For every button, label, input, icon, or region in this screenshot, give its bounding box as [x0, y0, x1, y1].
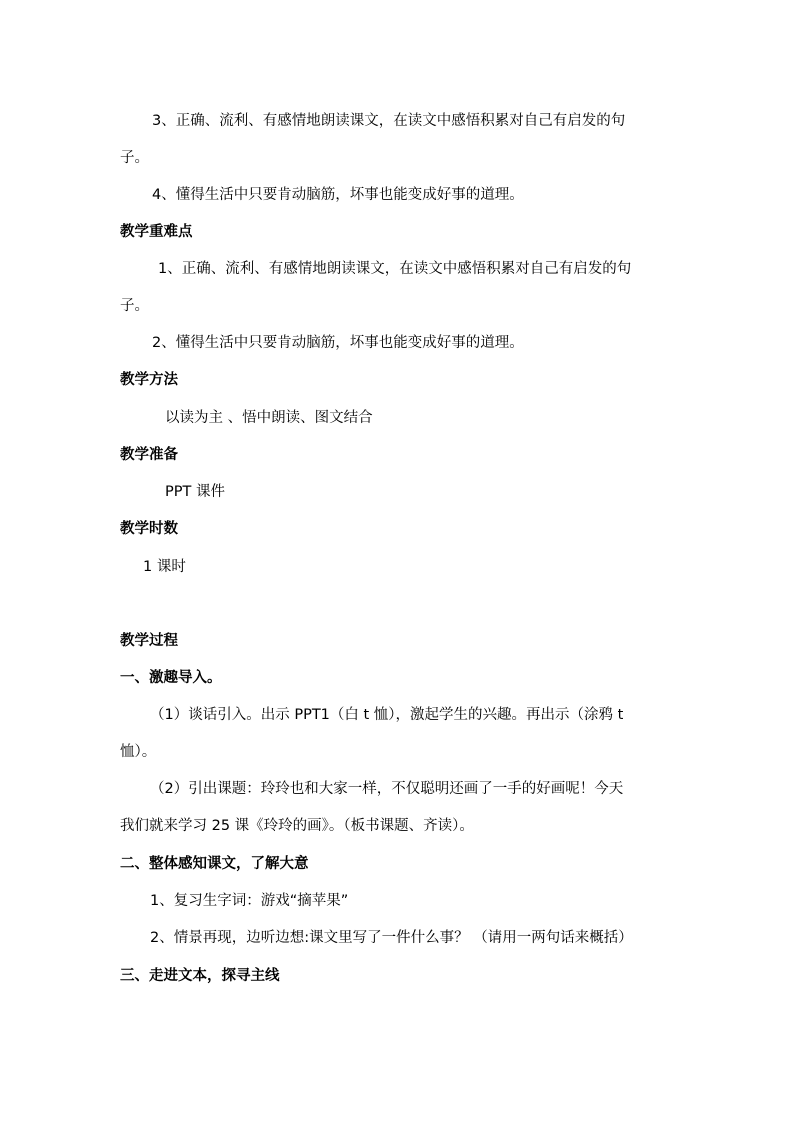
section-2-title: 二、整体感知课文，了解大意: [120, 856, 309, 872]
key-point-1-line-1: 1、正确、流利、有感情地朗读课文，在读文中感悟积累对自己有启发的句: [158, 261, 632, 277]
section-2-item-2: 2、情景再现，边听边想:课文里写了一件什么事？ （请用一两句话来概括）: [150, 930, 633, 946]
section-1-paragraph-1-line-1: （1）谈话引入。出示 PPT1（白 t 恤），激起学生的兴趣。再出示（涂鸦 t: [150, 707, 624, 723]
objective-3-line-1: 3、正确、流利、有感情地朗读课文，在读文中感悟积累对自己有启发的句: [152, 113, 626, 129]
section-1-paragraph-1-line-2: 恤）。: [120, 744, 157, 760]
section-1-paragraph-2-line-1: （2）引出课题：玲玲也和大家一样，不仅聪明还画了一手的好画呢！今天: [150, 781, 624, 797]
hours-text: 1 课时: [143, 559, 186, 575]
key-point-2: 2、懂得生活中只要肯动脑筋，坏事也能变成好事的道理。: [152, 335, 524, 351]
preparation-heading: 教学准备: [120, 447, 178, 463]
objective-3-line-2: 子。: [120, 150, 149, 166]
process-heading: 教学过程: [120, 633, 178, 649]
preparation-text: PPT 课件: [165, 484, 225, 500]
methods-heading: 教学方法: [120, 372, 178, 388]
hours-heading: 教学时数: [120, 521, 178, 537]
section-1-title: 一、激趣导入。: [120, 670, 222, 686]
objective-4: 4、懂得生活中只要肯动脑筋，坏事也能变成好事的道理。: [152, 187, 524, 203]
methods-text: 以读为主 、悟中朗读、图文结合: [165, 410, 373, 426]
key-point-1-line-2: 子。: [120, 298, 149, 314]
section-1-paragraph-2-line-2: 我们就来学习 25 课《玲玲的画》。（板书课题、齐读）。: [120, 818, 474, 834]
key-points-heading: 教学重难点: [120, 224, 193, 240]
section-3-title: 三、走进文本，探寻主线: [120, 968, 280, 984]
section-2-item-1: 1、复习生字词：游戏“摘苹果”: [150, 893, 349, 909]
